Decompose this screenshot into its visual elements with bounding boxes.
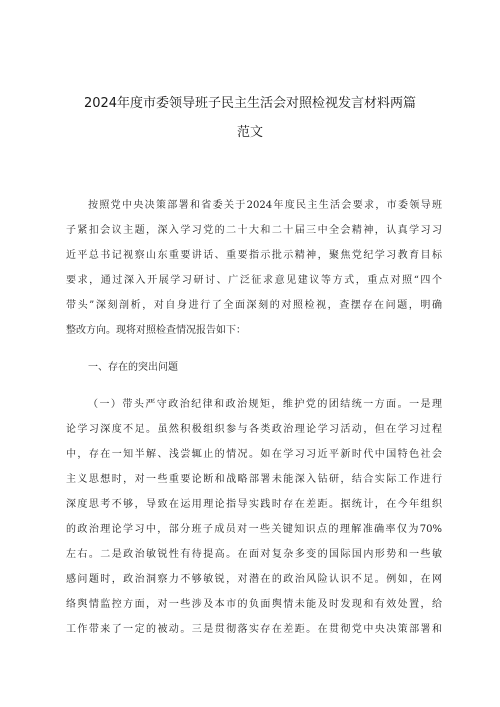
document-title-line1: 2024年度市委领导班子民主生活会对照检视发言材料两篇 [83, 96, 417, 111]
paragraph-line: 工作带来了一定的被动。三是贯彻落实存在差距。在贯彻党中央决策部署和 [66, 624, 442, 635]
document-title-line2: 范文 [236, 125, 263, 140]
paragraph-line: 络舆情监控方面，对一些涉及本市的负面舆情未能及时发现和有效处置，给 [66, 599, 442, 610]
intro-line: 带头”深刻剖析，对自身进行了全面深刻的对照检视，查摆存在问题，明确 [66, 300, 442, 311]
paragraph-line: 论学习深度不足。虽然积极组织参与各类政治理论学习活动，但在学习过程 [66, 424, 442, 435]
paragraph-line: （一）带头严守政治纪律和政治规矩，维护党的团结统一方面。一是理 [88, 399, 442, 410]
paragraph-line: 的政治理论学习中，部分班子成员对一些关键知识点的理解准确率仅为70% [66, 524, 442, 535]
intro-line: 要求，通过深入开展学习研讨、广泛征求意见建议等方式，重点对照“四个 [66, 275, 442, 286]
intro-line: 近平总书记视察山东重要讲话、重要指示批示精神，聚焦党纪学习教育目标 [66, 250, 442, 261]
intro-line: 按照党中央决策部署和省委关于2024年度民主生活会要求，市委领导班 [88, 200, 442, 211]
paragraph-line: 感问题时，政治洞察力不够敏锐，对潜在的政治风险认识不足。例如，在网 [66, 574, 442, 585]
intro-line: 子紧扣会议主题，深入学习党的二十大和二十届三中全会精神，认真学习习 [66, 225, 442, 236]
paragraph-line: 深度思考不够，导致在运用理论指导实践时存在差距。据统计，在今年组织 [66, 499, 442, 510]
paragraph-line: 中，存在一知半解、浅尝辄止的情况。如在学习习近平新时代中国特色社会 [66, 449, 442, 460]
paragraph-line: 左右。二是政治敏锐性有待提高。在面对复杂多变的国际国内形势和一些敏 [66, 549, 442, 560]
paragraph-line: 主义思想时，对一些重要论断和战略部署未能深入钻研，结合实际工作进行 [66, 474, 442, 485]
intro-line: 整改方向。现将对照检查情况报告如下： [66, 325, 246, 336]
section-heading: 一、存在的突出问题 [88, 362, 178, 373]
